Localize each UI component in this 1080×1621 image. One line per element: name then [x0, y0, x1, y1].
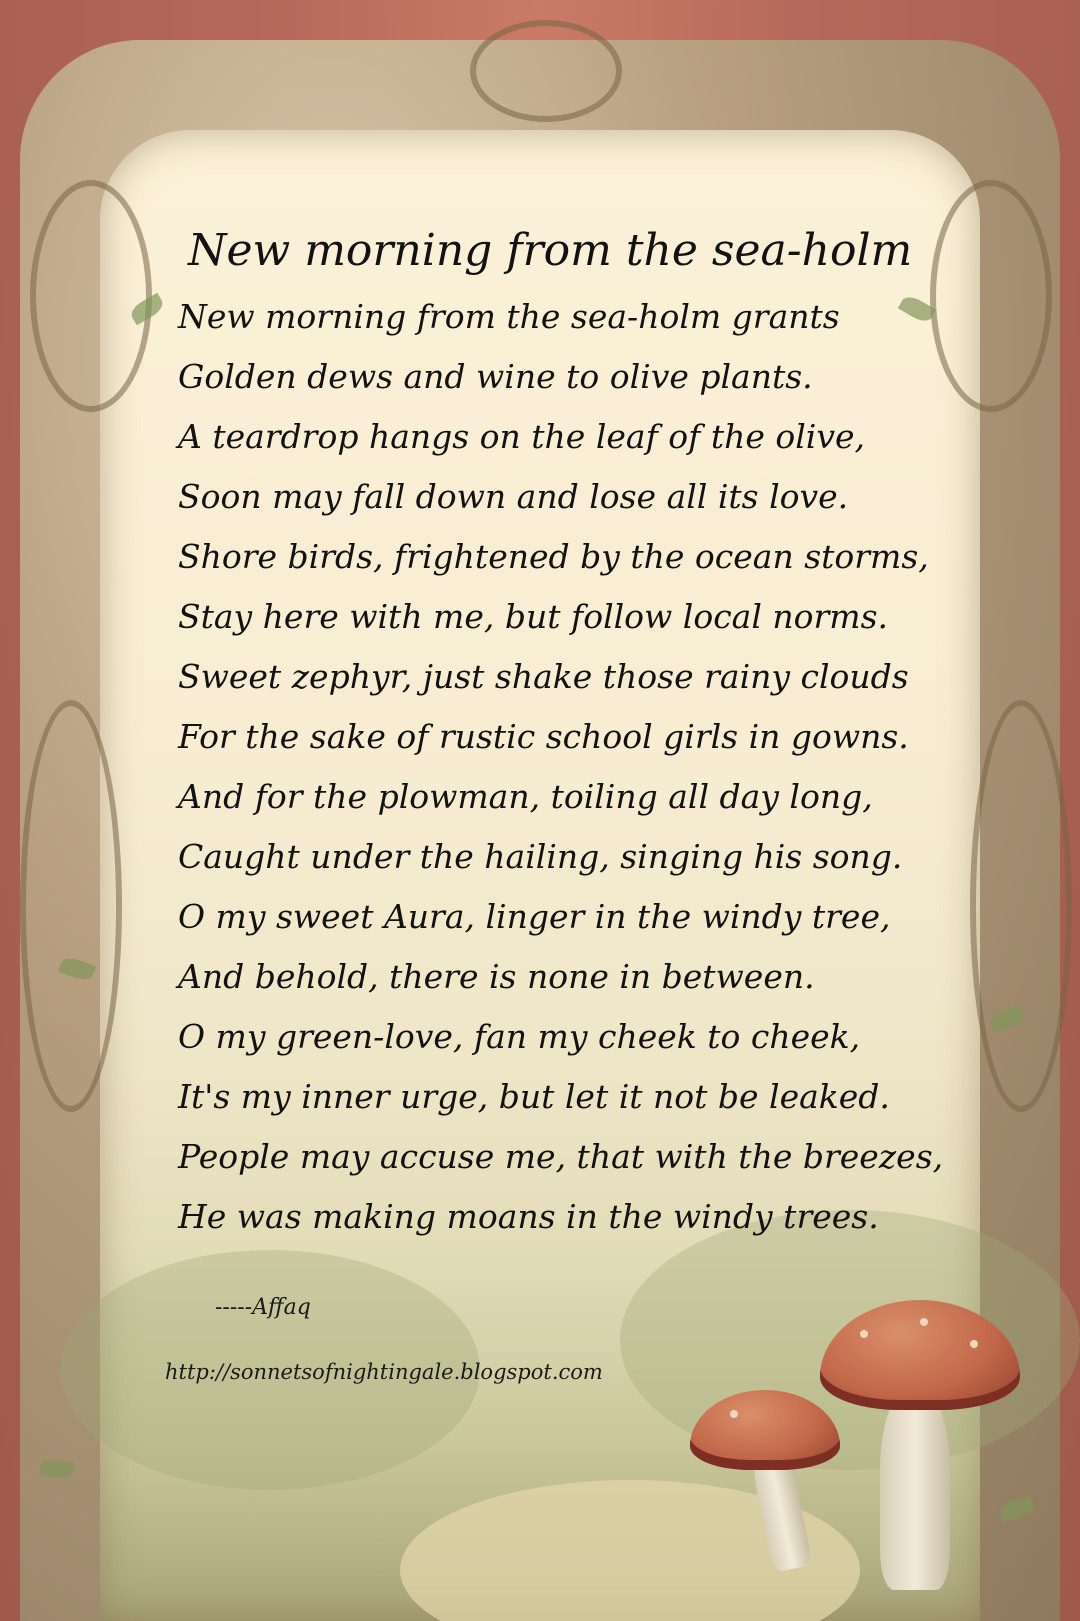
poem-author: -----Affaq — [215, 1295, 311, 1320]
mushroom-spot — [920, 1318, 928, 1326]
mushroom-stem — [880, 1390, 950, 1590]
mushroom-spot — [730, 1410, 738, 1418]
frame-crest-ornament — [470, 20, 622, 122]
poem-line: A teardrop hangs on the leaf of the olive, — [178, 417, 866, 456]
poem-line: For the sake of rustic school girls in gowns. — [178, 717, 909, 756]
mushroom-spot — [860, 1330, 868, 1338]
poem-line: People may accuse me, that with the breezes, — [178, 1137, 944, 1176]
poem-line: He was making moans in the windy trees. — [178, 1197, 879, 1236]
poem-line: Stay here with me, but follow local norms. — [178, 597, 889, 636]
poem-line: O my sweet Aura, linger in the windy tree, — [178, 897, 891, 936]
poem-line: Caught under the hailing, singing his song. — [178, 837, 903, 876]
frame-scroll-ornament — [930, 180, 1052, 412]
poem-line: O my green-love, fan my cheek to cheek, — [178, 1017, 861, 1056]
poem-line: And for the plowman, toiling all day long, — [178, 777, 873, 816]
poem-line: Shore birds, frightened by the ocean storms, — [178, 537, 929, 576]
poem-line: Soon may fall down and lose all its love. — [178, 477, 849, 516]
poem-line: Golden dews and wine to olive plants. — [178, 357, 813, 396]
mushroom-spot — [970, 1340, 978, 1348]
poem-line: It's my inner urge, but let it not be leaked. — [178, 1077, 890, 1116]
poem-line: And behold, there is none in between. — [178, 957, 815, 996]
poem-text — [178, 215, 944, 1247]
poem-title: New morning from the sea-holm — [188, 225, 913, 276]
frame-side-ornament — [970, 700, 1072, 1112]
poem-line: Sweet zephyr, just shake those rainy clouds — [178, 657, 909, 696]
poem-line: New morning from the sea-holm grants — [178, 297, 840, 336]
blog-url: http://sonnetsofnightingale.blogspot.com — [165, 1360, 603, 1384]
frame-side-ornament — [20, 700, 122, 1112]
poem-lines — [178, 287, 944, 1247]
frame-scroll-ornament — [30, 180, 152, 412]
